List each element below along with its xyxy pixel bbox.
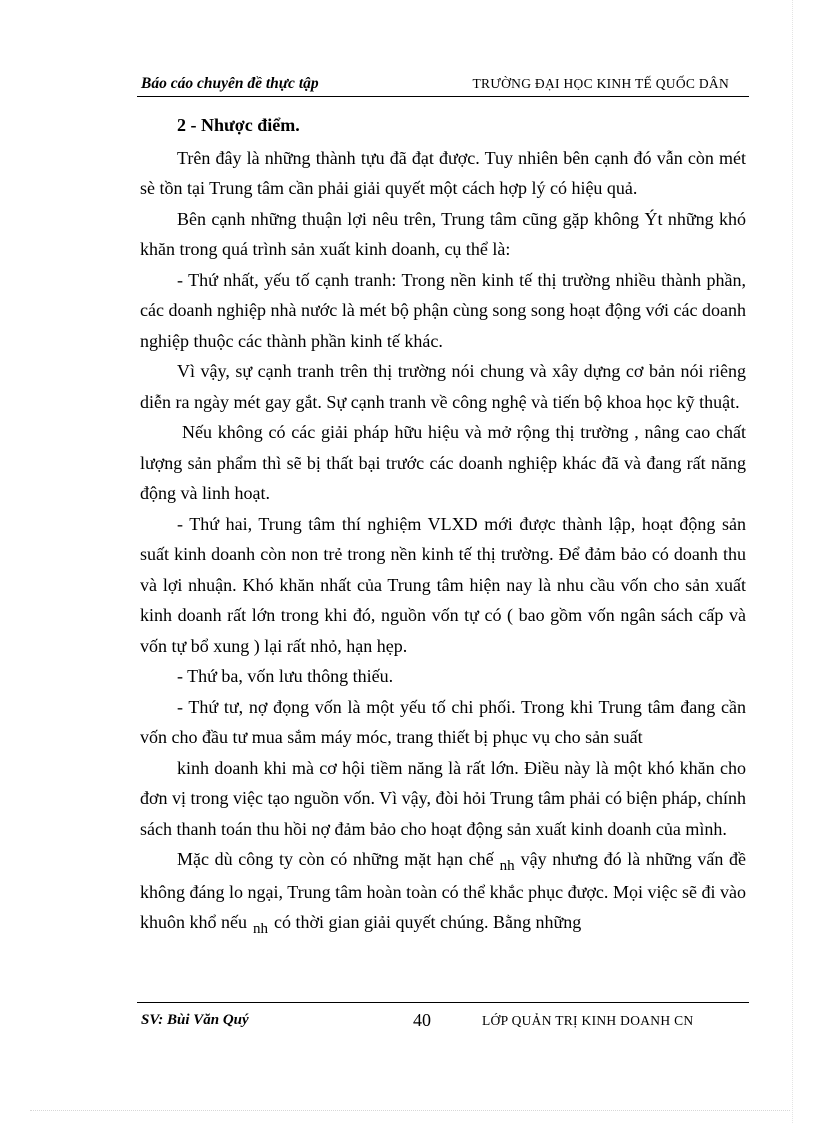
- report-title: Báo cáo chuyên đề thực tập: [141, 75, 319, 92]
- section-title: 2 - Nhược điểm.: [177, 115, 300, 135]
- paragraph: - Thứ tư, nợ đọng vốn là một yếu tố chi phối. Trong khi Trung tâm đang cần vốn cho đầu tư mua sắm máy móc, trang thiết bị phục vụ cho sản suất: [140, 696, 746, 747]
- subscript-fragment: nh: [253, 921, 268, 937]
- paragraph: - Thứ ba, vốn lưu thông thiếu.: [177, 666, 394, 686]
- paragraph: - Thứ hai, Trung tâm thí nghiệm VLXD mới được thành lập, hoạt động sản suất kinh doanh còn non trẻ trong nền kinh tế thị trường. Để đảm bảo có doanh thu và lợi nhuận. Khó khăn nhất của Trung tâm hiện nay là nhu cầu vốn cho sản xuất kinh doanh rất lớn trong khi đó, nguồn vốn tự có ( bao gồm vốn ngân sách cấp và vốn tự bổ xung ) lại rất nhỏ, hạn hẹp.: [140, 513, 746, 656]
- university-name: TRƯỜNG ĐẠI HỌC KINH TẾ QUỐC DÂN: [472, 76, 729, 91]
- paragraph: Vì vậy, sự cạnh tranh trên thị trường nói chung và xây dựng cơ bản nói riêng diễn ra ngày mét gay gắt. Sự cạnh tranh về công nghệ và tiến bộ khoa học kỹ thuật.: [140, 361, 746, 412]
- page-edge-right: [792, 0, 793, 1123]
- paragraph: kinh doanh khi mà cơ hội tiềm năng là rất lớn. Điều này là một khó khăn cho đơn vị trong việc tạo nguồn vốn. Vì vậy, đòi hỏi Trung tâm phải có biện pháp, chính sách thanh toán thu hồi nợ đảm bảo cho hoạt động sản xuất kinh doanh của mình.: [140, 757, 746, 839]
- page-footer: [137, 1010, 749, 1032]
- paragraph: [140, 844, 746, 940]
- student-name: SV: Bùi Văn Quý: [141, 1012, 249, 1028]
- paragraph: - Thứ nhất, yếu tố cạnh tranh: Trong nền kinh tế thị trường nhiều thành phần, các doanh nghiệp nhà nước là mét bộ phận cùng song song hoạt động với các doanh nghiệp thuộc các thành phần kinh tế khác.: [140, 269, 746, 351]
- paragraph: Nếu không có các giải pháp hữu hiệu và mở rộng thị trường , nâng cao chất lượng sản phẩm thì sẽ bị thất bại trước các doanh nghiệp khác đã và đang rất năng động và linh hoạt.: [140, 422, 746, 503]
- paragraph: Trên đây là những thành tựu đã đạt được. Tuy nhiên bên cạnh đó vẫn còn mét sè tồn tại Trung tâm cần phải giải quyết một cách hợp lý có hiệu quả.: [140, 147, 746, 198]
- document-body: [140, 110, 746, 940]
- paragraph: Bên cạnh những thuận lợi nêu trên, Trung tâm cũng gặp không Ýt những khó khăn trong quá trình sản xuất kinh doanh, cụ thể là:: [140, 208, 746, 259]
- paragraph-part: có thời gian giải quyết chúng. Bằng những: [274, 912, 582, 932]
- footer-divider: [137, 1002, 749, 1003]
- paragraph-part: vậy nhưng đó là những vấn đề không đáng lo ngại, Trung tâm hoàn toàn có thể khắc phục được. Mọi việc sẽ đi vào khuôn khổ nếu: [140, 849, 746, 932]
- page-header: [137, 72, 749, 97]
- paragraph-part: Mặc dù công ty còn có những mặt hạn chế: [177, 849, 494, 869]
- class-name: LỚP QUẢN TRỊ KINH DOANH CN: [482, 1013, 694, 1028]
- subscript-fragment: nh: [499, 858, 515, 874]
- page-edge-bottom: [30, 1110, 790, 1111]
- page-number: 40: [413, 1010, 431, 1030]
